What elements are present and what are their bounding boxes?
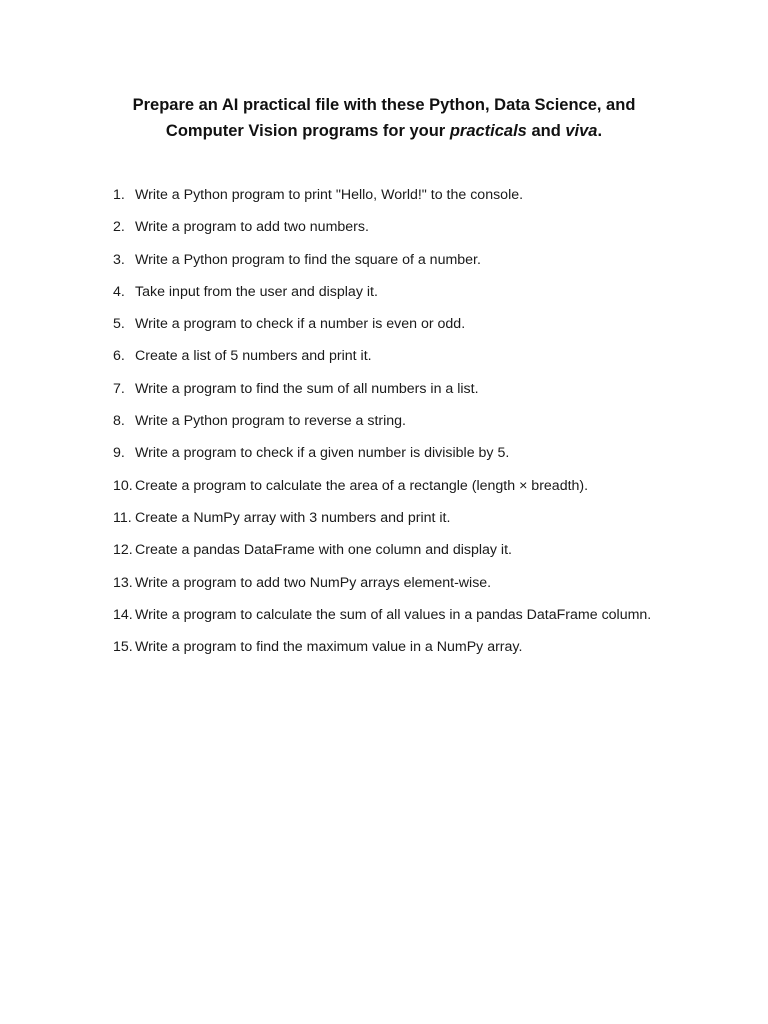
item-number: 14. <box>113 606 133 623</box>
item-text: Write a program to check if a given number is divisible by 5. <box>135 445 510 462</box>
list-item <box>113 249 713 281</box>
item-text: Write a program to add two NumPy arrays element-wise. <box>135 574 492 591</box>
item-number: 13. <box>113 574 133 591</box>
item-text: Create a pandas DataFrame with one column and display it. <box>135 542 512 559</box>
item-number: 4. <box>113 283 125 300</box>
list-item <box>113 281 713 313</box>
item-text: Create a program to calculate the area of a rectangle (length × breadth). <box>135 477 589 494</box>
list-item <box>113 345 713 377</box>
item-number: 9. <box>113 445 125 462</box>
list-item <box>113 572 713 604</box>
item-number: 10. <box>113 477 133 494</box>
item-number: 2. <box>113 219 125 236</box>
item-number: 8. <box>113 413 125 430</box>
item-number: 3. <box>113 251 125 268</box>
item-text: Write a Python program to reverse a string. <box>135 413 406 430</box>
title-line-1: Prepare an AI practical file with these Python, Data Science, and <box>132 96 636 114</box>
item-text: Write a program to find the sum of all numbers in a list. <box>135 380 479 397</box>
list-item <box>113 410 713 442</box>
item-number: 7. <box>113 380 125 397</box>
list-item <box>113 313 713 345</box>
item-text: Write a Python program to print "Hello, World!" to the console. <box>135 187 524 203</box>
title-line-2-prefix: Computer Vision programs for your <box>165 122 450 140</box>
list-item <box>113 636 713 668</box>
item-text: Create a list of 5 numbers and print it. <box>135 348 372 365</box>
item-text: Write a program to find the maximum value in a NumPy array. <box>135 639 523 656</box>
item-text: Write a program to calculate the sum of all values in a pandas DataFrame column. <box>135 606 652 623</box>
task-list <box>113 184 713 668</box>
item-text: Write a program to add two numbers. <box>135 219 369 236</box>
list-item <box>113 184 713 216</box>
item-number: 15. <box>113 639 133 656</box>
list-item <box>113 442 713 474</box>
item-number: 1. <box>113 187 125 203</box>
list-item <box>113 604 713 636</box>
list-item <box>113 507 713 539</box>
list-item <box>113 378 713 410</box>
list-item <box>113 475 713 507</box>
item-number: 12. <box>113 542 133 559</box>
item-number: 6. <box>113 348 125 365</box>
item-number: 11. <box>113 509 132 526</box>
title-and: and <box>526 122 566 140</box>
title-period: . <box>597 122 603 140</box>
item-text: Write a Python program to find the square of a number. <box>135 251 481 268</box>
title-practicals: practicals <box>449 122 527 140</box>
list-item <box>113 216 713 248</box>
item-text: Create a NumPy array with 3 numbers and print it. <box>135 509 451 526</box>
item-text: Take input from the user and display it. <box>135 283 378 300</box>
item-text: Write a program to check if a number is even or odd. <box>135 316 466 333</box>
title-viva: viva <box>565 122 598 140</box>
item-number: 5. <box>113 316 125 333</box>
page-title <box>100 92 668 144</box>
list-item <box>113 539 713 571</box>
